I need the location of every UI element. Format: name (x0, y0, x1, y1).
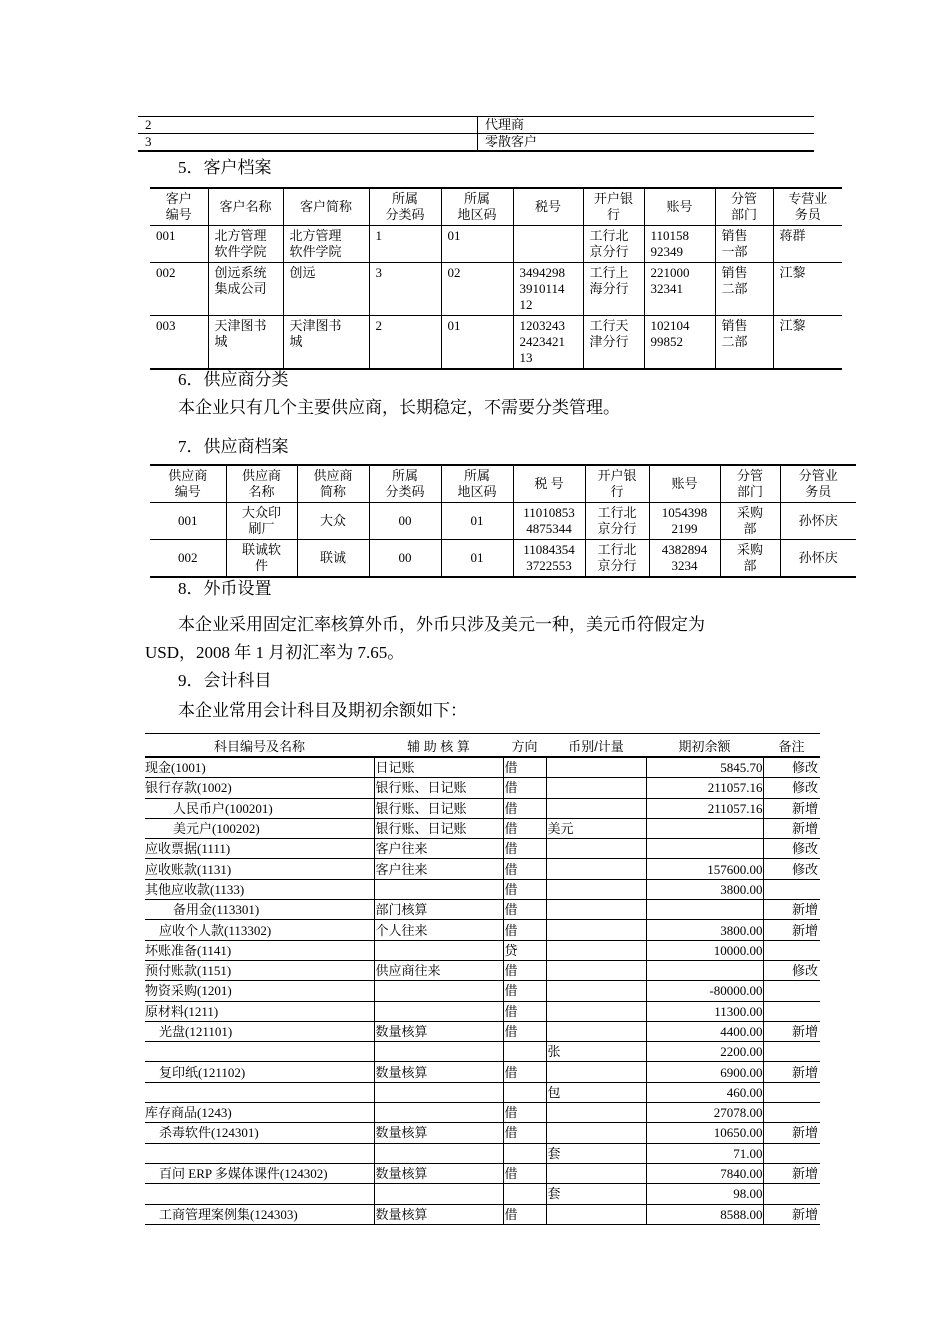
aux-accounting: 个人往来 (374, 920, 503, 940)
column-header: 账号 (644, 188, 715, 226)
opening-balance: 211057.16 (646, 798, 763, 818)
currency-unit (546, 839, 646, 859)
aux-accounting: 客户往来 (374, 859, 503, 879)
table-cell: 江黎 (773, 263, 842, 316)
table-row (150, 503, 856, 540)
balance-direction: 借 (503, 1204, 546, 1224)
aux-accounting (374, 1082, 503, 1102)
opening-balance: 11300.00 (646, 1001, 763, 1021)
currency-unit: 张 (546, 1042, 646, 1062)
table-cell: 1 (369, 226, 441, 263)
table-cell: 110158 92349 (644, 226, 715, 263)
balance-direction: 借 (503, 981, 546, 1001)
table-cell: 蒋群 (773, 226, 842, 263)
remark (763, 1184, 820, 1204)
table-cell: 01 (441, 316, 513, 370)
account-name: 美元户(100202) (145, 818, 374, 838)
account-name: 库存商品(1243) (145, 1103, 374, 1123)
account-name: 原材料(1211) (145, 1001, 374, 1021)
currency-unit (546, 1103, 646, 1123)
account-name: 物资采购(1201) (145, 981, 374, 1001)
table-cell: 2 (369, 316, 441, 370)
opening-balance: 10650.00 (646, 1123, 763, 1143)
section-6-text: 本企业只有几个主要供应商，长期稳定，不需要分类管理。 (178, 398, 620, 417)
aux-accounting: 数量核算 (374, 1021, 503, 1041)
balance-direction: 借 (503, 1062, 546, 1082)
balance-direction (503, 1143, 546, 1163)
aux-accounting (374, 1143, 503, 1163)
table-cell: 销售 二部 (715, 316, 773, 370)
aux-accounting: 数量核算 (374, 1123, 503, 1143)
remark: 新增 (763, 900, 820, 920)
table-cell: 联诚软 件 (226, 540, 297, 578)
opening-balance: 98.00 (646, 1184, 763, 1204)
balance-direction: 借 (503, 1163, 546, 1183)
currency-unit (546, 1123, 646, 1143)
remark: 新增 (763, 1021, 820, 1041)
remark: 新增 (763, 1204, 820, 1224)
table-cell: 创远 (283, 263, 369, 316)
aux-accounting: 数量核算 (374, 1204, 503, 1224)
aux-accounting (374, 1184, 503, 1204)
table-cell: 工行北 京分行 (585, 503, 649, 540)
table-row (145, 757, 820, 778)
balance-direction: 借 (503, 778, 546, 798)
column-header: 期初余额 (646, 734, 763, 758)
section-8-text-line2: USD，2008 年 1 月初汇率为 7.65。 (145, 643, 405, 662)
remark: 新增 (763, 920, 820, 940)
aux-accounting: 供应商往来 (374, 960, 503, 980)
opening-balance: 460.00 (646, 1082, 763, 1102)
account-name: 应收票据(1111) (145, 839, 374, 859)
table-cell: 00 (369, 503, 441, 540)
table-cell: 销售 一部 (715, 226, 773, 263)
column-header: 客户名称 (208, 188, 283, 226)
table-cell: 销售 二部 (715, 263, 773, 316)
table-row (145, 960, 820, 980)
opening-balance (646, 960, 763, 980)
table-cell: 大众 (297, 503, 369, 540)
currency-unit: 套 (546, 1184, 646, 1204)
table-row (150, 226, 842, 263)
category-code: 2 (145, 117, 152, 132)
remark (763, 879, 820, 899)
opening-balance: 4400.00 (646, 1021, 763, 1041)
table-cell: 3494298 3910114 12 (513, 263, 583, 316)
currency-unit (546, 960, 646, 980)
customer-category-table-tail (138, 116, 814, 152)
account-name: 其他应收款(1133) (145, 879, 374, 899)
account-name: 复印纸(121102) (145, 1062, 374, 1082)
balance-direction: 借 (503, 879, 546, 899)
table-cell: 3 (369, 263, 441, 316)
table-cell: 00 (369, 540, 441, 578)
currency-unit (546, 1163, 646, 1183)
column-header: 所属 地区码 (441, 188, 513, 226)
remark: 新增 (763, 1163, 820, 1183)
remark: 新增 (763, 1123, 820, 1143)
table-header-row (150, 188, 842, 226)
balance-direction: 借 (503, 859, 546, 879)
table-cell: 工行上 海分行 (583, 263, 644, 316)
table-cell: 02 (441, 263, 513, 316)
table-row (145, 1042, 820, 1062)
table-row (145, 798, 820, 818)
balance-direction: 借 (503, 1103, 546, 1123)
aux-accounting (374, 1001, 503, 1021)
table-row (145, 1143, 820, 1163)
account-name: 人民币户(100201) (145, 798, 374, 818)
column-header: 所属 分类码 (369, 188, 441, 226)
table-cell: 1054398 2199 (649, 503, 720, 540)
opening-balance: 10000.00 (646, 940, 763, 960)
remark: 新增 (763, 798, 820, 818)
currency-unit (546, 1001, 646, 1021)
table-row (145, 1021, 820, 1041)
table-cell: 北方管理 软件学院 (283, 226, 369, 263)
section-heading-8: 8．外币设置 (178, 579, 272, 598)
aux-accounting: 银行账、日记账 (374, 818, 503, 838)
opening-balance: 2200.00 (646, 1042, 763, 1062)
table-cell (513, 226, 583, 263)
account-name: 银行存款(1002) (145, 778, 374, 798)
table-row (145, 981, 820, 1001)
aux-accounting: 日记账 (374, 757, 503, 778)
table-cell: 工行北 京分行 (583, 226, 644, 263)
table-row (150, 316, 842, 370)
table-header-row (145, 734, 820, 758)
balance-direction: 借 (503, 920, 546, 940)
balance-direction: 借 (503, 839, 546, 859)
category-code: 3 (145, 134, 152, 149)
column-header: 币别/计量 (546, 734, 646, 758)
aux-accounting: 数量核算 (374, 1062, 503, 1082)
balance-direction: 贷 (503, 940, 546, 960)
currency-unit (546, 1021, 646, 1041)
table-cell: 创远系统 集成公司 (208, 263, 283, 316)
remark: 修改 (763, 778, 820, 798)
account-name: 坏账准备(1141) (145, 940, 374, 960)
currency-unit (546, 879, 646, 899)
account-name: 光盘(121101) (145, 1021, 374, 1041)
table-cell: 01 (441, 540, 513, 578)
category-name: 代理商 (478, 117, 815, 134)
table-cell: 002 (156, 265, 176, 280)
table-cell: 1203243 2423421 13 (513, 316, 583, 370)
balance-direction: 借 (503, 900, 546, 920)
table-row (145, 920, 820, 940)
remark (763, 1103, 820, 1123)
balance-direction: 借 (503, 1001, 546, 1021)
table-cell: 01 (441, 503, 513, 540)
column-header: 专营业 务员 (773, 188, 842, 226)
account-name: 备用金(113301) (145, 900, 374, 920)
aux-accounting: 银行账、日记账 (374, 778, 503, 798)
column-header: 供应商 名称 (226, 465, 297, 503)
column-header: 所属 地区码 (441, 465, 513, 503)
aux-accounting (374, 1042, 503, 1062)
aux-accounting: 客户往来 (374, 839, 503, 859)
currency-unit (546, 798, 646, 818)
section-9-text: 本企业常用会计科目及期初余额如下： (178, 701, 467, 720)
table-cell: 孙怀庆 (780, 540, 856, 578)
table-cell: 01 (441, 226, 513, 263)
customer-table (150, 187, 842, 370)
remark: 修改 (763, 960, 820, 980)
remark: 新增 (763, 818, 820, 838)
table-cell: 11010853 4875344 (513, 503, 585, 540)
section-heading-9: 9．会计科目 (178, 671, 272, 690)
remark (763, 940, 820, 960)
column-header: 客户简称 (283, 188, 369, 226)
column-header: 科目编号及名称 (145, 734, 374, 758)
table-row (145, 1062, 820, 1082)
table-cell: 大众印 刷厂 (226, 503, 297, 540)
table-row (150, 263, 842, 316)
balance-direction (503, 1082, 546, 1102)
remark (763, 1042, 820, 1062)
currency-unit (546, 1204, 646, 1224)
table-row (145, 1082, 820, 1102)
account-name (145, 1143, 374, 1163)
account-name: 百问 ERP 多媒体课件(124302) (145, 1163, 374, 1183)
accounts-table (145, 733, 820, 1225)
currency-unit (546, 859, 646, 879)
account-name: 应收账款(1131) (145, 859, 374, 879)
table-row (145, 1103, 820, 1123)
opening-balance: 3800.00 (646, 879, 763, 899)
remark: 修改 (763, 839, 820, 859)
table-cell: 采购 部 (720, 540, 780, 578)
table-cell: 002 (178, 550, 198, 565)
remark (763, 981, 820, 1001)
opening-balance: 71.00 (646, 1143, 763, 1163)
remark (763, 1082, 820, 1102)
balance-direction: 借 (503, 960, 546, 980)
table-cell: 001 (156, 228, 176, 243)
table-row (150, 540, 856, 578)
column-header: 分管 部门 (715, 188, 773, 226)
opening-balance: 6900.00 (646, 1062, 763, 1082)
table-row (145, 839, 820, 859)
account-name: 预付账款(1151) (145, 960, 374, 980)
balance-direction: 借 (503, 818, 546, 838)
column-header: 税号 (513, 188, 583, 226)
column-header: 开户银 行 (585, 465, 649, 503)
currency-unit (546, 778, 646, 798)
account-name (145, 1082, 374, 1102)
table-row (145, 778, 820, 798)
column-header: 分管 部门 (720, 465, 780, 503)
opening-balance: 27078.00 (646, 1103, 763, 1123)
column-header: 客户 编号 (165, 191, 192, 222)
account-name (145, 1184, 374, 1204)
table-cell: 采购 部 (720, 503, 780, 540)
table-cell: 工行北 京分行 (585, 540, 649, 578)
section-heading-6: 6．供应商分类 (178, 370, 289, 389)
currency-unit (546, 900, 646, 920)
opening-balance: 5845.70 (646, 757, 763, 778)
aux-accounting: 银行账、日记账 (374, 798, 503, 818)
opening-balance: 8588.00 (646, 1204, 763, 1224)
section-heading-5: 5．客户档案 (178, 158, 272, 177)
column-header: 方向 (503, 734, 546, 758)
table-row (145, 859, 820, 879)
table-row (145, 1204, 820, 1224)
table-cell: 孙怀庆 (780, 503, 856, 540)
table-cell: 001 (178, 513, 198, 528)
currency-unit (546, 981, 646, 1001)
aux-accounting: 部门核算 (374, 900, 503, 920)
aux-accounting (374, 879, 503, 899)
column-header: 税 号 (513, 465, 585, 503)
table-cell: 221000 32341 (644, 263, 715, 316)
table-cell: 工行天 津分行 (583, 316, 644, 370)
table-row (145, 940, 820, 960)
balance-direction: 借 (503, 757, 546, 778)
remark: 修改 (763, 859, 820, 879)
currency-unit: 美元 (546, 818, 646, 838)
opening-balance: 211057.16 (646, 778, 763, 798)
remark: 修改 (763, 757, 820, 778)
opening-balance: -80000.00 (646, 981, 763, 1001)
column-header: 开户银 行 (583, 188, 644, 226)
column-header: 备注 (763, 734, 820, 758)
currency-unit: 包 (546, 1082, 646, 1102)
opening-balance (646, 900, 763, 920)
column-header: 供应商 编号 (168, 468, 208, 499)
table-row (145, 1001, 820, 1021)
table-row (138, 117, 814, 134)
currency-unit: 套 (546, 1143, 646, 1163)
table-row (145, 1184, 820, 1204)
section-8-text-line1: 本企业采用固定汇率核算外币，外币只涉及美元一种，美元币符假定为 (178, 615, 705, 634)
table-cell: 江黎 (773, 316, 842, 370)
section-heading-7: 7．供应商档案 (178, 437, 289, 456)
balance-direction: 借 (503, 1021, 546, 1041)
currency-unit (546, 920, 646, 940)
column-header: 账号 (649, 465, 720, 503)
account-name: 杀毒软件(124301) (145, 1123, 374, 1143)
table-cell: 天津图书 城 (283, 316, 369, 370)
table-row (145, 900, 820, 920)
table-cell: 102104 99852 (644, 316, 715, 370)
table-header-row (150, 465, 856, 503)
supplier-table (150, 464, 856, 578)
column-header: 供应商 简称 (297, 465, 369, 503)
currency-unit (546, 1062, 646, 1082)
category-name: 零散客户 (478, 134, 815, 152)
table-cell: 11084354 3722553 (513, 540, 585, 578)
table-cell: 联诚 (297, 540, 369, 578)
remark (763, 1001, 820, 1021)
table-row (145, 1163, 820, 1183)
aux-accounting (374, 1103, 503, 1123)
currency-unit (546, 757, 646, 778)
balance-direction (503, 1042, 546, 1062)
opening-balance (646, 818, 763, 838)
column-header: 分管业 务员 (780, 465, 856, 503)
table-row (138, 134, 814, 152)
column-header: 辅 助 核 算 (374, 734, 503, 758)
table-cell: 天津图书 城 (208, 316, 283, 370)
remark: 新增 (763, 1062, 820, 1082)
table-row (145, 1123, 820, 1143)
column-header: 所属 分类码 (369, 465, 441, 503)
table-cell: 北方管理 软件学院 (208, 226, 283, 263)
balance-direction: 借 (503, 1123, 546, 1143)
opening-balance: 157600.00 (646, 859, 763, 879)
currency-unit (546, 940, 646, 960)
account-name: 应收个人款(113302) (145, 920, 374, 940)
balance-direction: 借 (503, 798, 546, 818)
aux-accounting (374, 940, 503, 960)
opening-balance (646, 839, 763, 859)
table-cell: 4382894 3234 (649, 540, 720, 578)
table-row (145, 818, 820, 838)
balance-direction (503, 1184, 546, 1204)
table-cell: 003 (156, 318, 176, 333)
remark (763, 1143, 820, 1163)
opening-balance: 7840.00 (646, 1163, 763, 1183)
account-name: 现金(1001) (145, 757, 374, 778)
table-row (145, 879, 820, 899)
aux-accounting (374, 981, 503, 1001)
account-name (145, 1042, 374, 1062)
opening-balance: 3800.00 (646, 920, 763, 940)
account-name: 工商管理案例集(124303) (145, 1204, 374, 1224)
aux-accounting: 数量核算 (374, 1163, 503, 1183)
